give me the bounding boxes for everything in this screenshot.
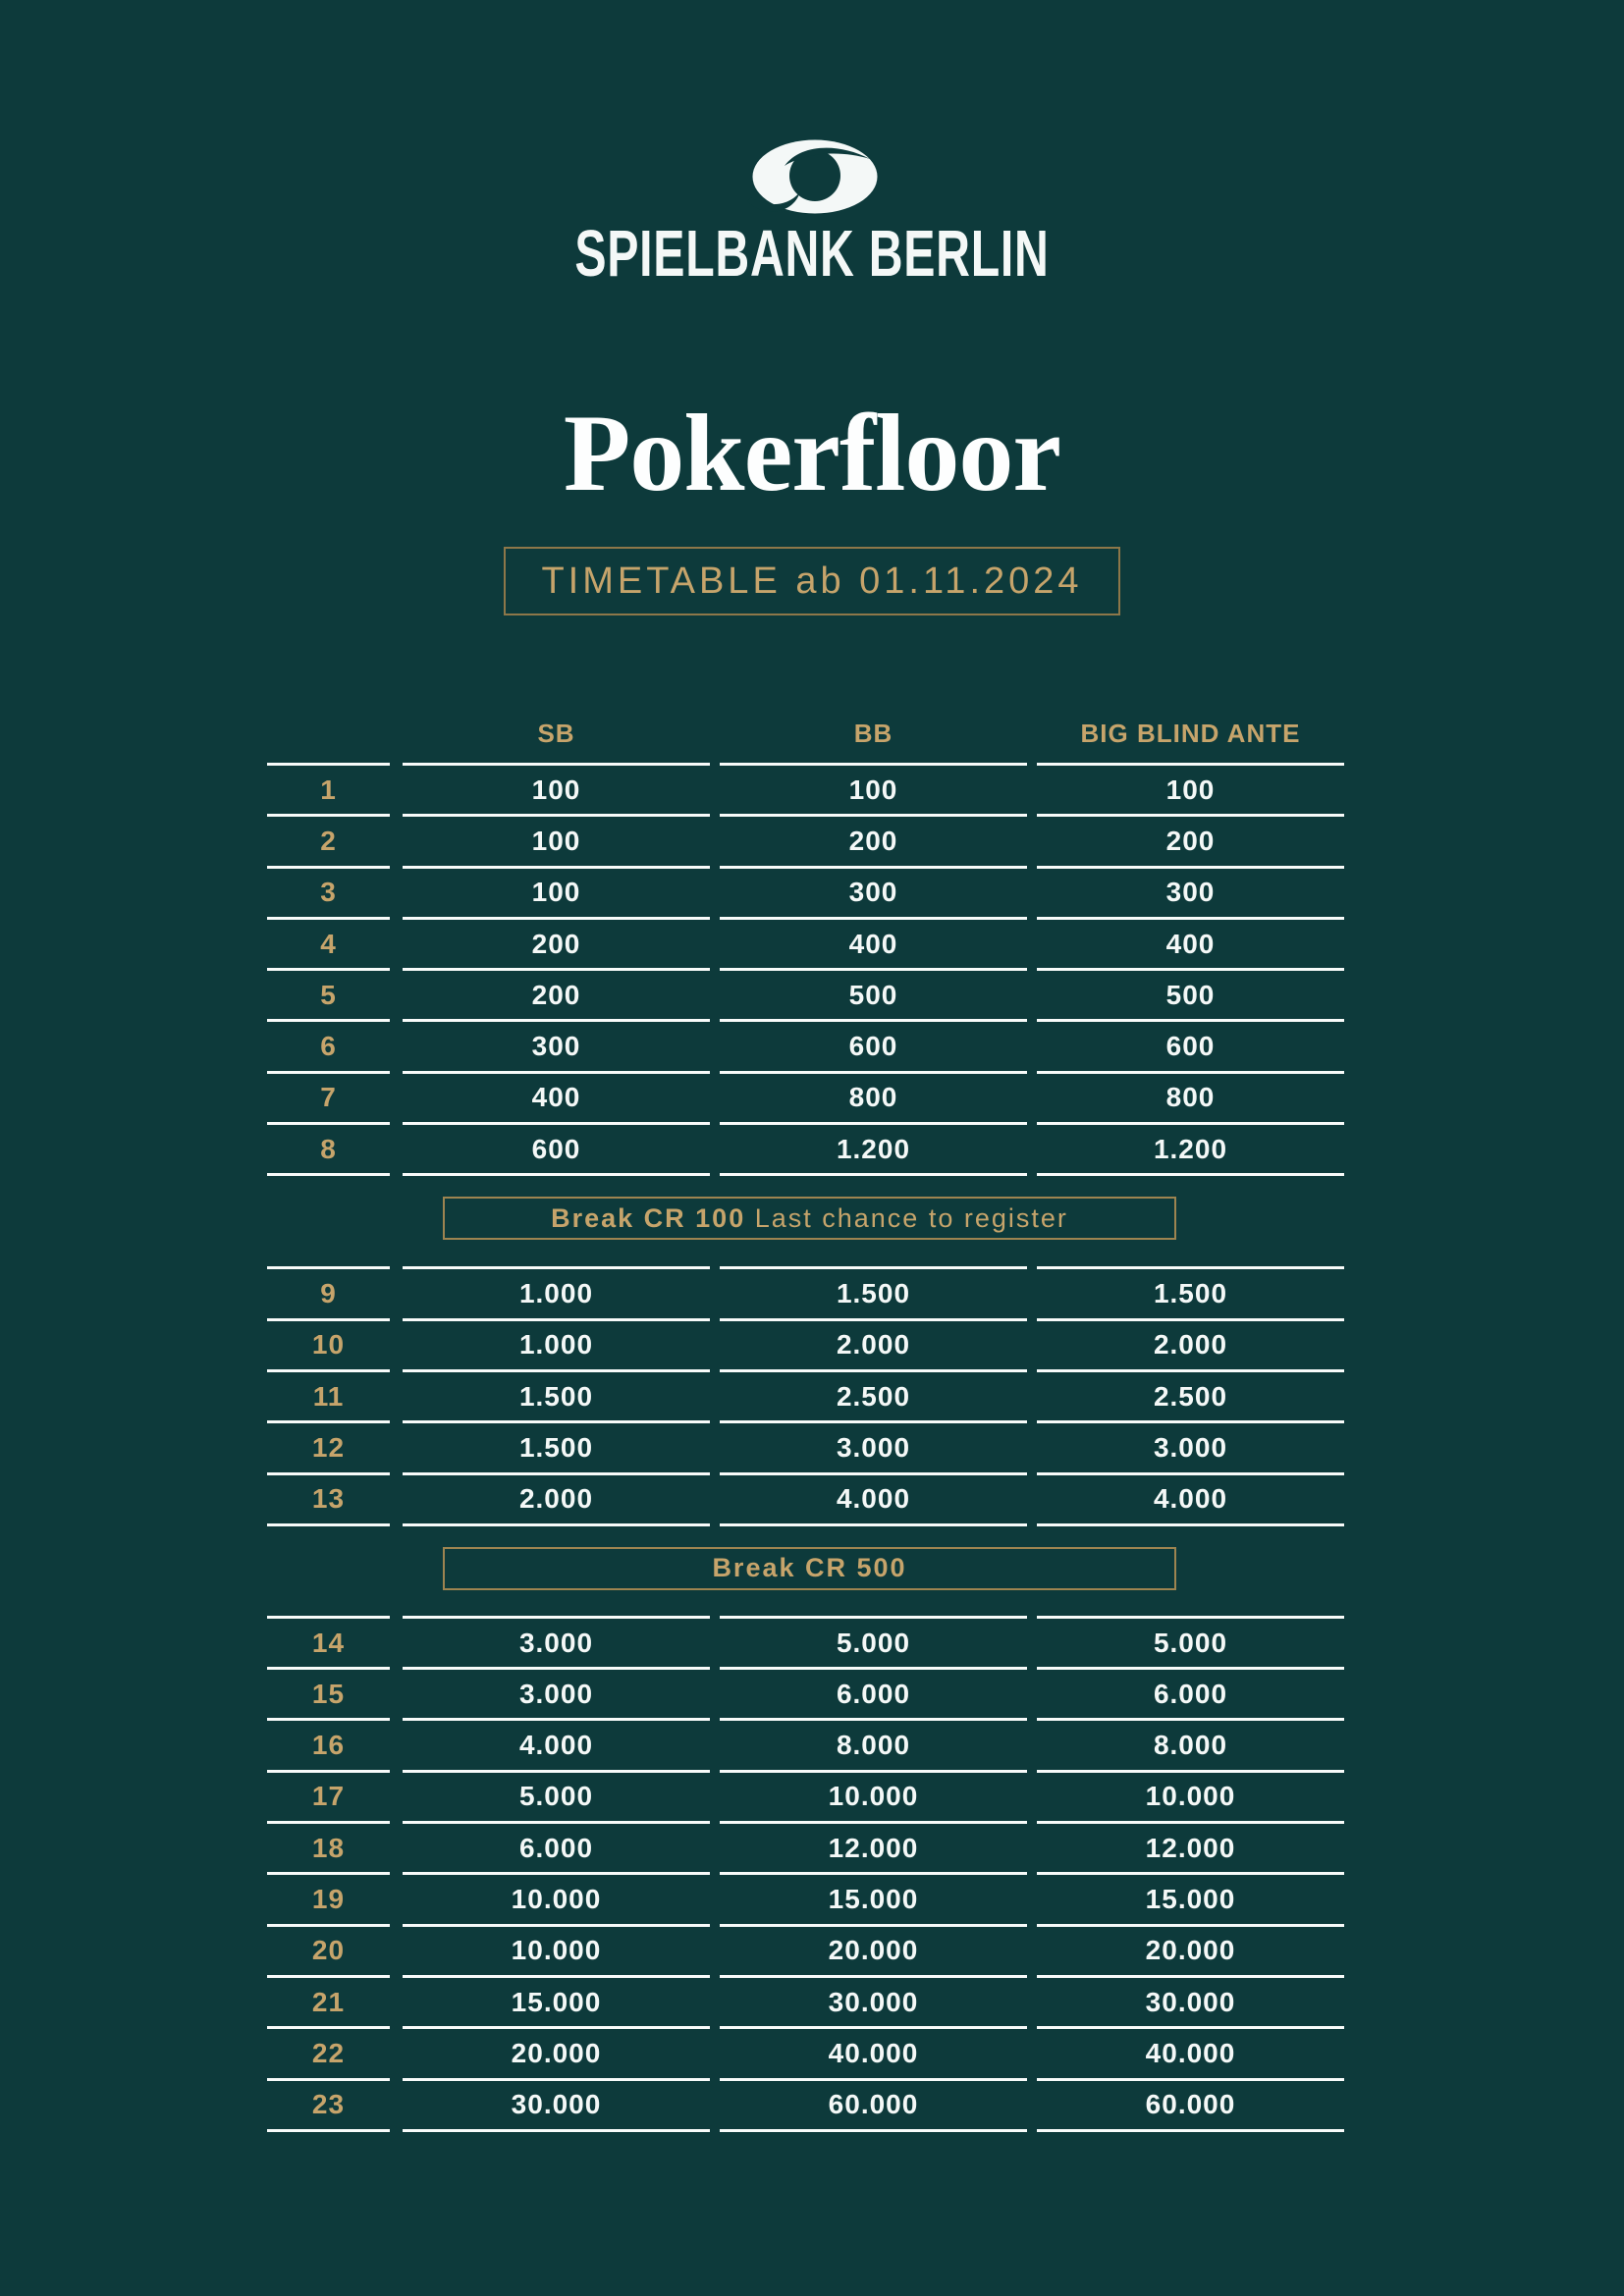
level-cell: 22 xyxy=(267,2026,390,2077)
table-row xyxy=(267,1369,1344,1420)
ante-cell: 4.000 xyxy=(1037,1472,1344,1523)
section-bottom-line xyxy=(267,1173,1344,1176)
bb-cell: 800 xyxy=(720,1071,1027,1122)
level-cell: 2 xyxy=(267,814,390,865)
level-cell: 10 xyxy=(267,1318,390,1369)
table-row xyxy=(267,866,1344,917)
ante-cell: 6.000 xyxy=(1037,1667,1344,1718)
ante-cell: 30.000 xyxy=(1037,1975,1344,2026)
page-title: Pokerfloor xyxy=(563,393,1061,514)
level-cell: 6 xyxy=(267,1019,390,1070)
table-row xyxy=(267,1122,1344,1173)
ante-cell: 1.500 xyxy=(1037,1266,1344,1317)
ante-cell: 2.500 xyxy=(1037,1369,1344,1420)
line-segment xyxy=(720,1523,1027,1526)
break-label-regular: Last chance to register xyxy=(745,1202,1068,1233)
table-row xyxy=(267,1071,1344,1122)
bb-cell: 600 xyxy=(720,1019,1027,1070)
line-segment xyxy=(403,2129,710,2132)
level-cell: 19 xyxy=(267,1872,390,1923)
break-banner xyxy=(443,1197,1176,1240)
sb-cell: 15.000 xyxy=(403,1975,710,2026)
table-row xyxy=(267,2078,1344,2129)
table-row xyxy=(267,1718,1344,1769)
ante-cell: 60.000 xyxy=(1037,2078,1344,2129)
bb-cell: 1.200 xyxy=(720,1122,1027,1173)
ante-cell: 8.000 xyxy=(1037,1718,1344,1769)
header-bb: BB xyxy=(853,719,893,748)
bb-cell: 60.000 xyxy=(720,2078,1027,2129)
ante-cell: 300 xyxy=(1037,866,1344,917)
table-row xyxy=(267,814,1344,865)
table-row xyxy=(267,1318,1344,1369)
break-label-bold: Break CR 500 xyxy=(712,1553,907,1583)
bb-cell: 3.000 xyxy=(720,1420,1027,1471)
level-cell: 1 xyxy=(267,763,390,814)
sb-cell: 4.000 xyxy=(403,1718,710,1769)
level-cell: 16 xyxy=(267,1718,390,1769)
table-row xyxy=(267,1821,1344,1872)
table-section xyxy=(267,763,1344,1176)
bb-cell: 30.000 xyxy=(720,1975,1027,2026)
bb-cell: 40.000 xyxy=(720,2026,1027,2077)
table-row xyxy=(267,1924,1344,1975)
level-cell: 11 xyxy=(267,1369,390,1420)
blinds-table xyxy=(267,705,1344,2132)
level-cell: 7 xyxy=(267,1071,390,1122)
line-segment xyxy=(403,1523,710,1526)
header-big-blind-ante: BIG BLIND ANTE xyxy=(1080,719,1301,748)
table-section xyxy=(267,1616,1344,2132)
sb-cell: 3.000 xyxy=(403,1616,710,1667)
ante-cell: 3.000 xyxy=(1037,1420,1344,1471)
level-cell: 12 xyxy=(267,1420,390,1471)
table-row xyxy=(267,1420,1344,1471)
table-row xyxy=(267,1472,1344,1523)
ante-cell: 400 xyxy=(1037,917,1344,968)
section-bottom-line xyxy=(267,2129,1344,2132)
sb-cell: 20.000 xyxy=(403,2026,710,2077)
bb-cell: 12.000 xyxy=(720,1821,1027,1872)
sb-cell: 1.000 xyxy=(403,1266,710,1317)
level-cell: 18 xyxy=(267,1821,390,1872)
sb-cell: 1.000 xyxy=(403,1318,710,1369)
level-cell: 23 xyxy=(267,2078,390,2129)
blinds-table-body xyxy=(267,763,1344,2132)
bb-cell: 5.000 xyxy=(720,1616,1027,1667)
ante-cell: 100 xyxy=(1037,763,1344,814)
level-cell: 17 xyxy=(267,1770,390,1821)
sb-cell: 600 xyxy=(403,1122,710,1173)
sb-cell: 1.500 xyxy=(403,1369,710,1420)
ante-cell: 1.200 xyxy=(1037,1122,1344,1173)
sb-cell: 5.000 xyxy=(403,1770,710,1821)
sb-cell: 2.000 xyxy=(403,1472,710,1523)
ante-cell: 800 xyxy=(1037,1071,1344,1122)
table-row xyxy=(267,1667,1344,1718)
level-cell: 8 xyxy=(267,1122,390,1173)
table-section xyxy=(267,1266,1344,1525)
sb-cell: 10.000 xyxy=(403,1872,710,1923)
bb-cell: 20.000 xyxy=(720,1924,1027,1975)
bb-cell: 1.500 xyxy=(720,1266,1027,1317)
line-segment xyxy=(1037,2129,1344,2132)
line-segment xyxy=(267,2129,390,2132)
level-cell: 9 xyxy=(267,1266,390,1317)
sb-cell: 1.500 xyxy=(403,1420,710,1471)
table-row xyxy=(267,763,1344,814)
sb-cell: 100 xyxy=(403,814,710,865)
table-row xyxy=(267,2026,1344,2077)
ante-cell: 12.000 xyxy=(1037,1821,1344,1872)
sb-cell: 3.000 xyxy=(403,1667,710,1718)
line-segment xyxy=(720,1173,1027,1176)
table-row xyxy=(267,968,1344,1019)
ante-cell: 2.000 xyxy=(1037,1318,1344,1369)
table-row xyxy=(267,1266,1344,1317)
bb-cell: 200 xyxy=(720,814,1027,865)
bb-cell: 400 xyxy=(720,917,1027,968)
brand-wordmark: SPIELBANK BERLIN xyxy=(574,217,1050,291)
bb-cell: 2.000 xyxy=(720,1318,1027,1369)
bb-cell: 100 xyxy=(720,763,1027,814)
bb-cell: 4.000 xyxy=(720,1472,1027,1523)
level-cell: 15 xyxy=(267,1667,390,1718)
timetable-subtitle-box xyxy=(504,547,1120,615)
sb-cell: 10.000 xyxy=(403,1924,710,1975)
level-cell: 5 xyxy=(267,968,390,1019)
line-segment xyxy=(403,1173,710,1176)
sb-cell: 100 xyxy=(403,763,710,814)
sb-cell: 300 xyxy=(403,1019,710,1070)
table-row xyxy=(267,1975,1344,2026)
level-cell: 14 xyxy=(267,1616,390,1667)
header-level xyxy=(267,705,390,763)
ante-cell: 20.000 xyxy=(1037,1924,1344,1975)
sb-cell: 6.000 xyxy=(403,1821,710,1872)
table-header-row xyxy=(267,705,1344,763)
timetable-subtitle: TIMETABLE ab 01.11.2024 xyxy=(541,560,1083,602)
sb-cell: 400 xyxy=(403,1071,710,1122)
level-cell: 21 xyxy=(267,1975,390,2026)
bb-cell: 500 xyxy=(720,968,1027,1019)
bb-cell: 6.000 xyxy=(720,1667,1027,1718)
table-row xyxy=(267,1019,1344,1070)
break-banner xyxy=(443,1547,1176,1590)
level-cell: 3 xyxy=(267,866,390,917)
line-segment xyxy=(1037,1523,1344,1526)
break-label-bold: Break CR 100 xyxy=(551,1202,746,1233)
ante-cell: 5.000 xyxy=(1037,1616,1344,1667)
section-bottom-line xyxy=(267,1523,1344,1526)
bb-cell: 300 xyxy=(720,866,1027,917)
bb-cell: 15.000 xyxy=(720,1872,1027,1923)
table-row xyxy=(267,1770,1344,1821)
line-segment xyxy=(267,1173,390,1176)
sb-cell: 200 xyxy=(403,917,710,968)
sb-cell: 100 xyxy=(403,866,710,917)
table-row xyxy=(267,1872,1344,1923)
ante-cell: 10.000 xyxy=(1037,1770,1344,1821)
ante-cell: 15.000 xyxy=(1037,1872,1344,1923)
spielbank-berlin-logo-icon xyxy=(731,133,898,226)
bb-cell: 2.500 xyxy=(720,1369,1027,1420)
ante-cell: 500 xyxy=(1037,968,1344,1019)
sb-cell: 30.000 xyxy=(403,2078,710,2129)
bb-cell: 10.000 xyxy=(720,1770,1027,1821)
table-row xyxy=(267,917,1344,968)
line-segment xyxy=(267,1523,390,1526)
table-row xyxy=(267,1616,1344,1667)
ante-cell: 200 xyxy=(1037,814,1344,865)
ante-cell: 600 xyxy=(1037,1019,1344,1070)
level-cell: 4 xyxy=(267,917,390,968)
ante-cell: 40.000 xyxy=(1037,2026,1344,2077)
level-cell: 20 xyxy=(267,1924,390,1975)
bb-cell: 8.000 xyxy=(720,1718,1027,1769)
line-segment xyxy=(720,2129,1027,2132)
header-sb: SB xyxy=(537,719,575,748)
line-segment xyxy=(1037,1173,1344,1176)
sb-cell: 200 xyxy=(403,968,710,1019)
level-cell: 13 xyxy=(267,1472,390,1523)
